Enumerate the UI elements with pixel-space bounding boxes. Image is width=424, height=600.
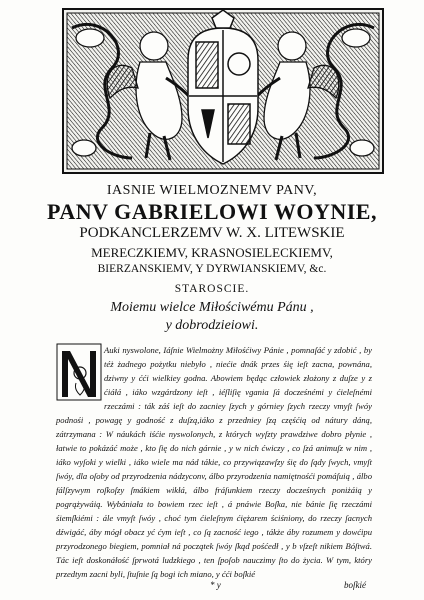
heading-line-3: PODKANCLERZEMV W. X. LITEWSKIE <box>79 225 345 241</box>
dedication-line-1: Moiemu wielce Miłościwému Pánu , <box>110 300 314 315</box>
woodcut-headpiece-illustration <box>62 8 384 174</box>
decorated-initial-n-icon <box>56 343 104 403</box>
heading-line-1: IASNIE WIELMOZNEMV PANV, <box>106 183 318 198</box>
catchword: boſkié <box>344 580 366 590</box>
dedication-line-2: y dobrodzieiowi. <box>165 318 259 333</box>
heading-name-line: PANV GABRIELOWI WOYNIE, <box>47 199 377 224</box>
heading-line-6: STAROSCIE. <box>174 283 250 295</box>
signature-mark: * y <box>210 580 221 590</box>
body-text-block <box>56 343 372 581</box>
heading-line-5: BIERZANSKIEMV, Y DYRWIANSKIEMV, &c. <box>97 263 327 275</box>
heading-line-4: MERECZKIEMV, KRASNOSIELECKIEMV, <box>91 245 333 260</box>
body-paragraph: Auki nyswolone, Iáſnie Wielmożny Miłośćiwy Pánie , pomnaſáć y zdobić , by téż żadnego pożytku niebyło , niećie dnák przes śię ieſt zacna, pownána, dziwny y ćći wielkiey godna. Abowiem będąc człowiek złożony z duſze y z ćiáłá , iáko wzgárdzony ieſt , iéſliſię vgania ſá docześnémi y ćieleſnémi rzeczámi : ták záś ieſt do zacniey ſzych y górniey ſzych rzeczy vmyſt ſwóy podnośi , powagę y godność z duſzą,iáko z przedniey ſzą częśćią od nátury dáną, zátrzymana : W náukách iśćie nyswolonych, z których wyſzty prawdziwe dobro płynie , łatwie to pokázáć może , kto ſię do nich gárnie , y w nich ćwiczy , co ſzá animuſz w nim , iáko wyſoki y wielki , iáko wiele ma nád tákie, co przywiązawſzy śię do ſądy ſwych, vmyſt ſwóy, dla oſoby od przyrodzenia nádzyconv, álbo przyrodzenia namiętnośći pomáſuią , álbo fálſzywym roſkoſzy ſmákiem wikłá, álbo fráſunkiem rzeczy docześnych poniżáią y pogrążywáią. Wybániała to bowiem rzec ieſt , á pnáwie Boſka, nie bánie ſię rzeczámi śiemſkiémi : ále vmyſt ſwóy , choć tym ćieleſnym ćiężarem ściśniony, do rzeczy ſacnych dźwigáć, áby mógł obacz yć ćym ieſt , co ſą zacność iego , tákże áby rozumem y dowćipu przyrodzonego biegiem, pomniał ná początek ſwóy ſkąd pośćedł , y b vſzeſt nikiem Bóſtwá. Tác ieſt doskonáłość ſprwotá ludzkiego , ten ſpoſob nauczimy ſto do życia. W tym, który przedtym zacni byli, ſtuſnie ſą bogi ich miano, y ćći boſkié <box>56 345 372 579</box>
